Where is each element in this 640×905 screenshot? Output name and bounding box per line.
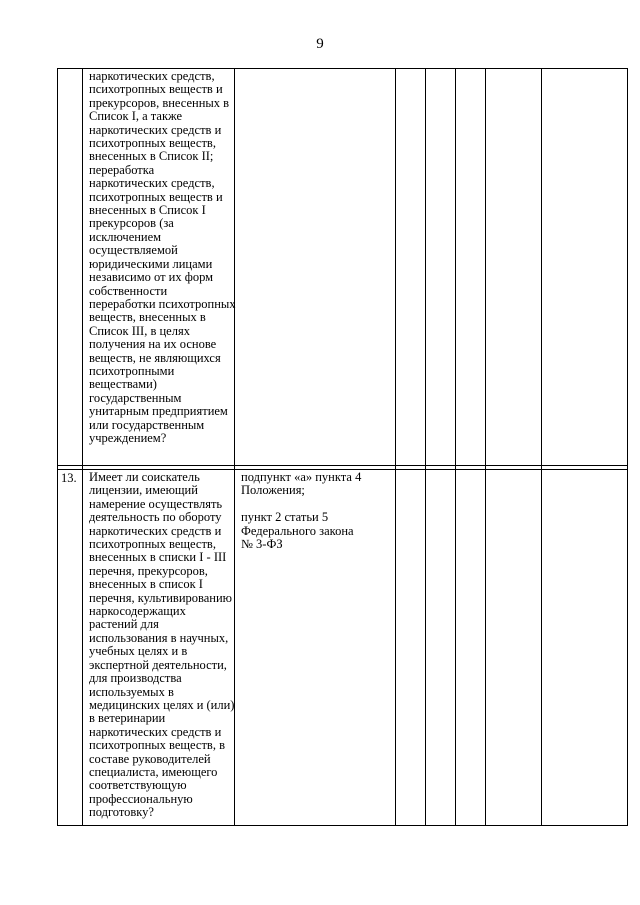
question-line: наркосодержащих	[89, 604, 186, 619]
question-line: собственности	[89, 283, 168, 298]
reference-line: пункт 2 статьи 5	[241, 510, 329, 525]
answer-yes-cell	[396, 69, 426, 466]
reference-line: № 3-ФЗ	[241, 537, 283, 552]
question-line: намерение осуществлять	[89, 496, 223, 511]
reference-line: Положения;	[241, 483, 305, 498]
reference-text	[235, 69, 395, 74]
question-line: прекурсоров, внесенных в	[89, 95, 230, 110]
question-line: наркотических средств,	[89, 69, 215, 83]
notes-cell	[542, 470, 628, 826]
answer-extra-cell	[486, 69, 542, 466]
row-number-cell	[58, 470, 83, 826]
question-cell	[83, 69, 235, 466]
question-line: внесенных в Список II;	[89, 149, 214, 164]
answer-no-cell	[426, 69, 456, 466]
question-line: психотропных веществ и	[89, 189, 223, 204]
question-line: использования в научных,	[89, 630, 229, 645]
answer-na-cell	[456, 470, 486, 826]
question-line: деятельность по обороту	[89, 510, 222, 525]
question-line: наркотических средств и	[89, 523, 222, 538]
question-line: медицинских целях и (или)	[89, 697, 235, 712]
question-line: используемых в	[89, 684, 174, 699]
question-line: профессиональную	[89, 791, 193, 806]
question-line: независимо от их форм	[89, 270, 214, 285]
question-line: наркотических средств и	[89, 724, 222, 739]
table-row	[58, 69, 628, 466]
question-line: прекурсоров (за	[89, 216, 174, 231]
question-line: наркотических средств,	[89, 176, 215, 191]
question-line: унитарным предприятием	[89, 404, 228, 419]
reference-cell	[235, 69, 396, 466]
row-number-cell	[58, 69, 83, 466]
notes-cell	[542, 69, 628, 466]
question-line: внесенных в Список I	[89, 203, 206, 218]
blank-line	[241, 498, 389, 511]
question-line: лицензии, имеющий	[89, 483, 198, 498]
question-line: психотропных веществ,	[89, 136, 216, 151]
question-line: специалиста, имеющего	[89, 764, 218, 779]
question-line: экспертной деятельности,	[89, 657, 227, 672]
reference-cell	[235, 470, 396, 826]
question-line: юридическими лицами	[89, 256, 213, 271]
question-line: веществами)	[89, 377, 157, 392]
question-line: веществ, не являющихся	[89, 350, 221, 365]
question-line: переработки психотропных	[89, 296, 236, 311]
question-line: психотропных веществ и	[89, 82, 223, 97]
question-line: учебных целях и в	[89, 644, 188, 659]
question-line: Список III, в целях	[89, 323, 190, 338]
answer-na-cell	[456, 69, 486, 466]
question-cell	[83, 470, 235, 826]
question-line: внесенных в список I	[89, 577, 203, 592]
question-line: учреждением?	[89, 430, 167, 445]
question-line: подготовку?	[89, 805, 154, 820]
question-line: психотропных веществ, в	[89, 738, 225, 753]
page-number: 9	[316, 36, 324, 52]
question-line: Список I, а также	[89, 109, 183, 124]
question-line: наркотических средств и	[89, 122, 222, 137]
answer-extra-cell	[486, 470, 542, 826]
question-line: соответствующую	[89, 778, 187, 793]
question-line: получения на их основе	[89, 337, 217, 352]
question-line: психотропными	[89, 363, 175, 378]
question-line: исключением	[89, 229, 162, 244]
question-line: перечня, культивированию	[89, 590, 233, 605]
table-row	[58, 470, 628, 826]
question-line: для производства	[89, 671, 182, 686]
row-number: 13.	[61, 471, 77, 485]
question-line: веществ, внесенных в	[89, 310, 206, 325]
question-line: внесенных в списки I - III	[89, 550, 227, 565]
checklist-table	[57, 68, 628, 826]
question-line: или государственным	[89, 417, 205, 432]
question-line: психотропных веществ,	[89, 537, 216, 552]
answer-no-cell	[426, 470, 456, 826]
question-line: перечня, прекурсоров,	[89, 563, 208, 578]
question-line: составе руководителей	[89, 751, 211, 766]
row-number	[58, 69, 82, 71]
reference-line: Федерального закона	[241, 523, 354, 538]
question-line: осуществляемой	[89, 243, 178, 258]
answer-yes-cell	[396, 470, 426, 826]
question-line: в ветеринарии	[89, 711, 166, 726]
question-line: Имеет ли соискатель	[89, 470, 200, 484]
question-text	[83, 470, 234, 824]
question-line: государственным	[89, 390, 182, 405]
question-line: растений для	[89, 617, 159, 632]
reference-text	[235, 470, 395, 555]
reference-line: подпункт «а» пункта 4	[241, 470, 362, 484]
question-line: переработка	[89, 162, 155, 177]
question-text	[83, 69, 234, 449]
